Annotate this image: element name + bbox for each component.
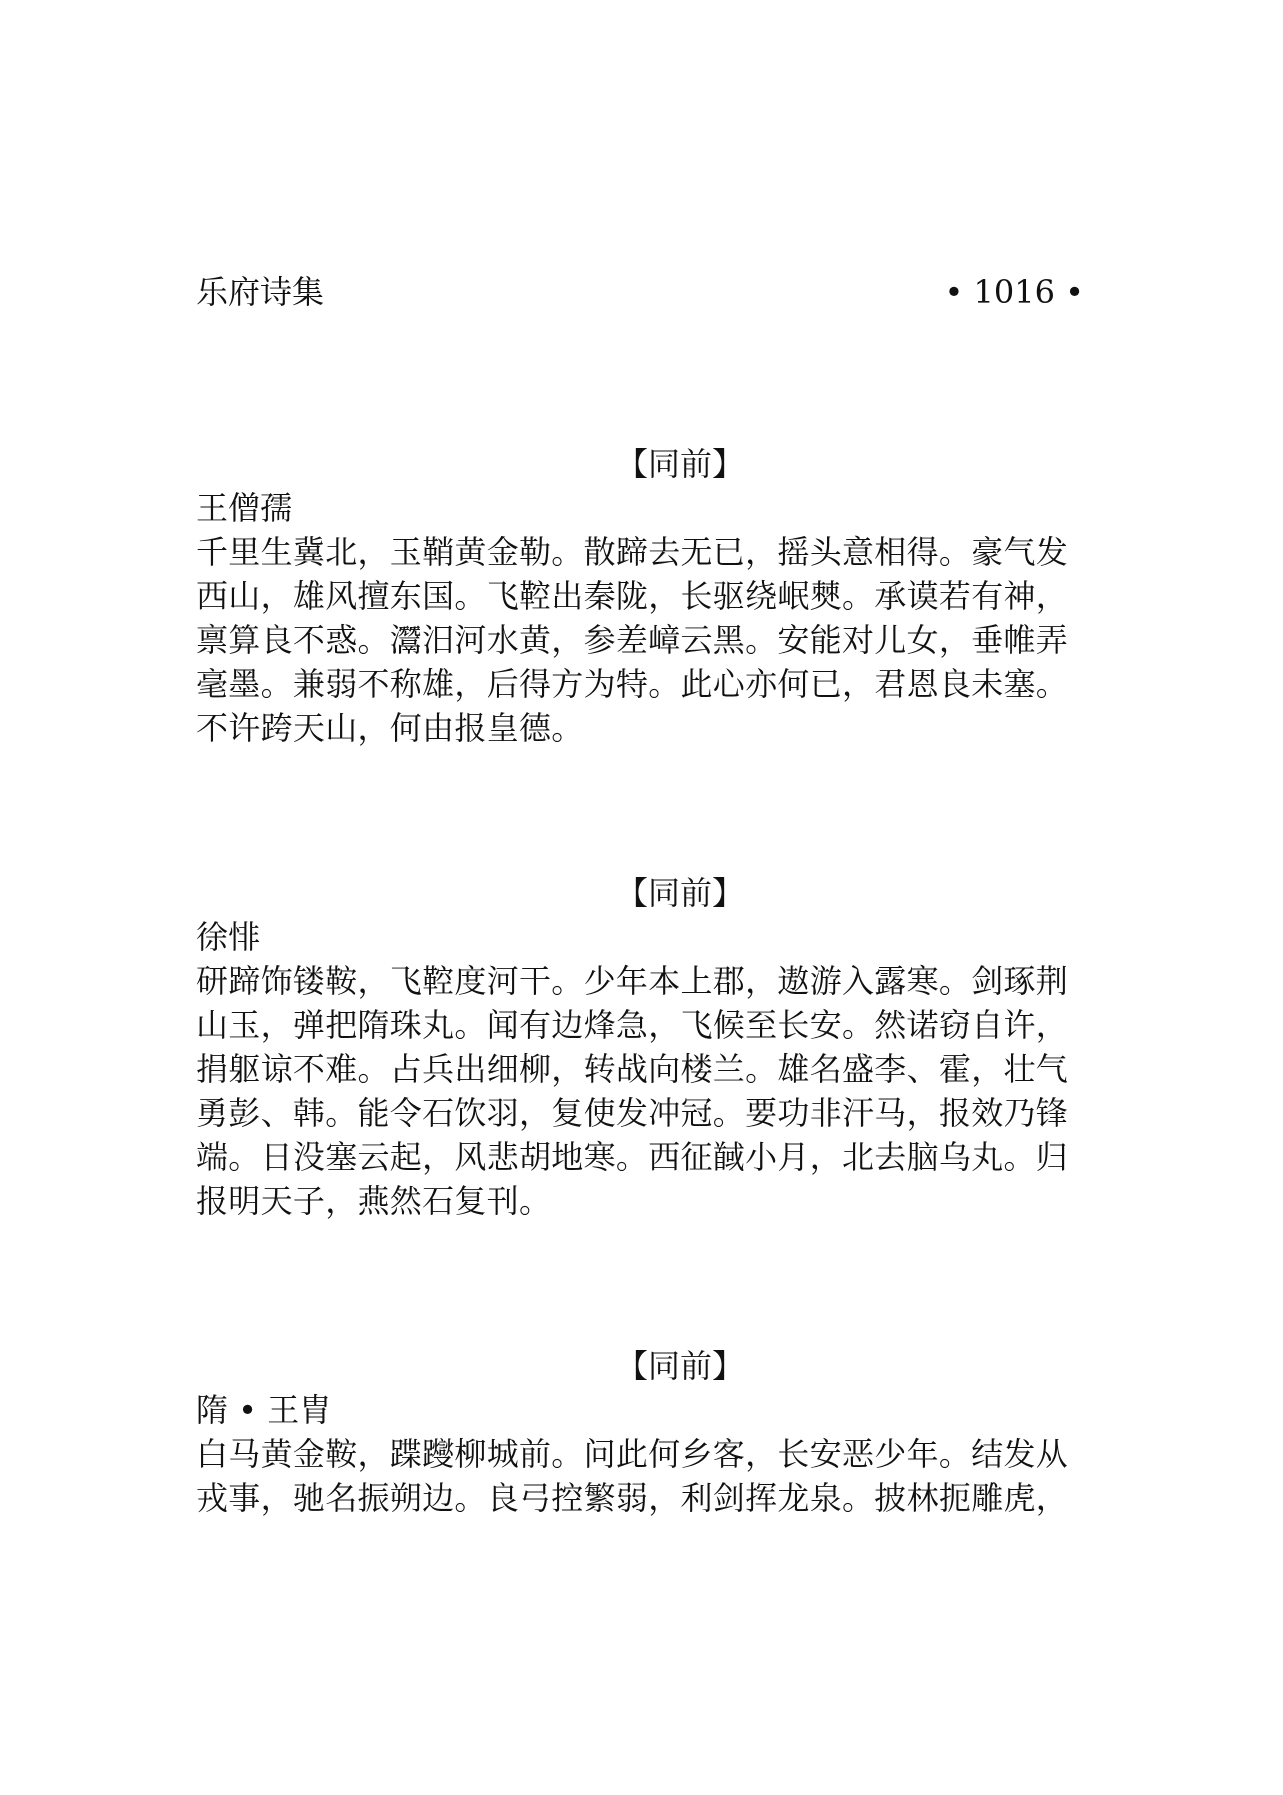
book-title: 乐府诗集 [196,273,325,311]
poem-line: 西山，雄风擅东国。飞鞚出秦陇，长驱绕岷僰。承谟若有神， [196,577,1069,615]
poem-line: 捐躯谅不难。占兵出细柳，转战向楼兰。雄名盛李、霍，壮气 [196,1050,1069,1088]
poem-body [196,530,1084,750]
poem-line: 端。日没塞云起，风悲胡地寒。西征馘小月，北去脑乌丸。归 [196,1138,1069,1176]
poem-author: 隋 • 王胄 [196,1391,332,1429]
poem-line: 白马黄金鞍，蹀躞柳城前。问此何乡客，长安恶少年。结发从 [196,1435,1069,1473]
poem-line: 报明天子，燕然石复刊。 [196,1182,552,1220]
poem-line: 毫墨。兼弱不称雄，后得方为特。此心亦何已，君恩良未塞。 [196,665,1069,703]
poem-line: 禀算良不惑。灊汨河水黄，参差嶂云黑。安能对儿女，垂帷弄 [196,621,1069,659]
poem-section-3 [196,1344,1084,1520]
poem-title: 【同前】 [615,445,744,483]
poem-line: 千里生冀北，玉鞘黄金勒。散蹄去无已，摇头意相得。豪气发 [196,533,1069,571]
poem-author: 徐悱 [196,918,261,956]
poem-line: 勇彭、韩。能令石饮羽，复使发冲冠。要功非汗马，报效乃锋 [196,1094,1069,1132]
poem-line: 戎事，驰名振朔边。良弓控繁弱，利剑挥龙泉。披林扼雕虎， [196,1479,1069,1517]
poem-line: 不许跨天山，何由报皇德。 [196,709,584,747]
poem-line: 山玉，弹把隋珠丸。闻有边烽急，飞候至长安。然诺窃自许， [196,1006,1069,1044]
poem-body [196,1432,1084,1520]
poem-section-1 [196,442,1084,750]
poem-line: 研蹄饰镂鞍，飞鞚度河干。少年本上郡，遨游入露寒。剑琢荆 [196,962,1069,1000]
poem-body [196,959,1084,1223]
poem-author: 王僧孺 [196,489,293,527]
poem-title: 【同前】 [615,874,744,912]
poem-section-2 [196,871,1084,1223]
page-number: • 1016 • [944,273,1084,311]
page-header [196,270,1084,314]
poem-title: 【同前】 [615,1347,744,1385]
